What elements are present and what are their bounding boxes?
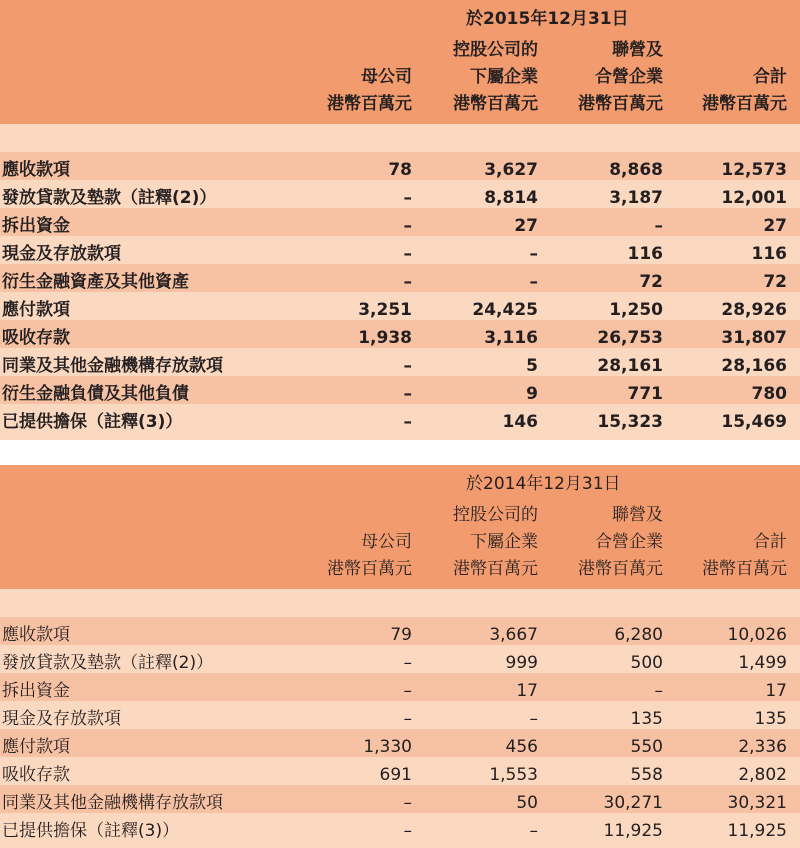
row-label: 應收款項 xyxy=(2,625,70,645)
row-label: 現金及存放款項 xyxy=(2,244,121,264)
table-row xyxy=(0,296,800,324)
value-total: 12,573 xyxy=(721,160,787,180)
row-label: 拆出資金 xyxy=(2,216,70,236)
col-header-total-unit: 港幣百萬元 xyxy=(702,559,787,579)
value-total: 30,321 xyxy=(727,793,787,813)
col-header-subsidiaries-2: 下屬企業 xyxy=(470,532,538,552)
row-label: 同業及其他金融機構存放款項 xyxy=(2,356,223,376)
col-header-associates: 聯營及 xyxy=(612,505,663,525)
table-row xyxy=(0,677,800,705)
table-row xyxy=(0,733,800,761)
value-parent: 1,330 xyxy=(363,737,412,757)
value-parent: – xyxy=(403,793,412,813)
value-parent: – xyxy=(403,653,412,673)
date-heading: 於2014年12月31日 xyxy=(466,474,621,494)
value-total: 116 xyxy=(751,244,787,264)
col-header-subsidiaries-2: 下屬企業 xyxy=(470,67,538,87)
value-associates: – xyxy=(654,681,663,701)
table-2014 xyxy=(0,465,800,848)
date-heading: 於2015年12月31日 xyxy=(466,9,629,29)
row-label: 發放貸款及墊款（註釋(2)） xyxy=(2,188,217,208)
value-parent: 3,251 xyxy=(358,300,412,320)
value-total: 780 xyxy=(751,384,787,404)
value-associates: 116 xyxy=(627,244,663,264)
col-header-subsidiaries: 控股公司的 xyxy=(453,505,538,525)
value-parent: – xyxy=(403,244,412,264)
row-label: 衍生金融資產及其他資產 xyxy=(2,272,189,292)
table-row xyxy=(0,324,800,352)
value-associates: 26,753 xyxy=(597,328,663,348)
col-header-parent-unit: 港幣百萬元 xyxy=(327,94,412,114)
value-associates: 558 xyxy=(630,765,663,785)
value-parent: – xyxy=(403,384,412,404)
row-label: 衍生金融負債及其他負債 xyxy=(2,384,189,404)
value-subsidiaries: 8,814 xyxy=(484,188,538,208)
value-parent: – xyxy=(403,821,412,841)
col-header-parent: 母公司 xyxy=(361,67,412,87)
value-subsidiaries: 17 xyxy=(516,681,538,701)
value-associates: – xyxy=(654,216,663,236)
table-row xyxy=(0,240,800,268)
value-total: 31,807 xyxy=(721,328,787,348)
col-header-associates-unit: 港幣百萬元 xyxy=(578,94,663,114)
value-associates: 8,868 xyxy=(609,160,663,180)
value-total: 135 xyxy=(754,709,787,729)
table-row xyxy=(0,268,800,296)
table-row xyxy=(0,212,800,240)
value-associates: 72 xyxy=(639,272,663,292)
value-parent: 78 xyxy=(388,160,412,180)
value-parent: – xyxy=(403,272,412,292)
value-total: 17 xyxy=(765,681,787,701)
col-header-total: 合計 xyxy=(753,67,787,87)
table-header xyxy=(0,465,800,589)
row-label: 現金及存放款項 xyxy=(2,709,121,729)
row-label: 已提供擔保（註釋(3)） xyxy=(2,412,183,432)
value-subsidiaries: – xyxy=(529,272,538,292)
value-total: 11,925 xyxy=(727,821,787,841)
row-label: 吸收存款 xyxy=(2,328,70,348)
value-parent: 691 xyxy=(379,765,412,785)
value-subsidiaries: 456 xyxy=(505,737,538,757)
col-header-associates-2: 合營企業 xyxy=(595,67,663,87)
table-row xyxy=(0,184,800,212)
value-subsidiaries: 146 xyxy=(502,412,538,432)
col-header-total-unit: 港幣百萬元 xyxy=(702,94,787,114)
value-parent: – xyxy=(403,709,412,729)
value-associates: 135 xyxy=(630,709,663,729)
col-header-subsidiaries-unit: 港幣百萬元 xyxy=(453,94,538,114)
col-header-subsidiaries-unit: 港幣百萬元 xyxy=(453,559,538,579)
value-subsidiaries: – xyxy=(529,244,538,264)
row-label: 吸收存款 xyxy=(2,765,70,785)
value-associates: 3,187 xyxy=(609,188,663,208)
value-total: 72 xyxy=(763,272,787,292)
value-subsidiaries: – xyxy=(529,821,538,841)
row-label: 應付款項 xyxy=(2,300,70,320)
row-label: 應付款項 xyxy=(2,737,70,757)
col-header-parent: 母公司 xyxy=(361,532,412,552)
value-subsidiaries: 27 xyxy=(514,216,538,236)
value-subsidiaries: 3,627 xyxy=(484,160,538,180)
value-parent: – xyxy=(403,412,412,432)
value-total: 28,926 xyxy=(721,300,787,320)
value-total: 15,469 xyxy=(721,412,787,432)
col-header-associates: 聯營及 xyxy=(612,40,663,60)
value-associates: 15,323 xyxy=(597,412,663,432)
value-parent: 1,938 xyxy=(358,328,412,348)
row-label: 發放貸款及墊款（註釋(2)） xyxy=(2,653,214,673)
table-row xyxy=(0,761,800,789)
value-associates: 11,925 xyxy=(603,821,663,841)
row-label: 同業及其他金融機構存放款項 xyxy=(2,793,223,813)
value-subsidiaries: 5 xyxy=(526,356,538,376)
value-subsidiaries: 1,553 xyxy=(489,765,538,785)
value-associates: 28,161 xyxy=(597,356,663,376)
value-associates: 550 xyxy=(630,737,663,757)
table-row xyxy=(0,380,800,408)
table-row xyxy=(0,789,800,817)
value-subsidiaries: 9 xyxy=(526,384,538,404)
value-total: 27 xyxy=(763,216,787,236)
value-associates: 6,280 xyxy=(614,625,663,645)
col-header-subsidiaries: 控股公司的 xyxy=(453,40,538,60)
table-row xyxy=(0,408,800,436)
row-label: 拆出資金 xyxy=(2,681,70,701)
table-row xyxy=(0,817,800,845)
value-subsidiaries: 3,667 xyxy=(489,625,538,645)
col-header-associates-2: 合營企業 xyxy=(595,532,663,552)
col-header-total: 合計 xyxy=(753,532,787,552)
value-parent: – xyxy=(403,681,412,701)
row-label: 應收款項 xyxy=(2,160,70,180)
value-subsidiaries: – xyxy=(529,709,538,729)
table-row xyxy=(0,649,800,677)
table-header xyxy=(0,0,800,124)
row-label: 已提供擔保（註釋(3)） xyxy=(2,821,180,841)
value-subsidiaries: 999 xyxy=(505,653,538,673)
value-associates: 30,271 xyxy=(603,793,663,813)
table-row xyxy=(0,705,800,733)
value-parent: 79 xyxy=(390,625,412,645)
value-associates: 1,250 xyxy=(609,300,663,320)
value-parent: – xyxy=(403,188,412,208)
value-total: 28,166 xyxy=(721,356,787,376)
value-parent: – xyxy=(403,356,412,376)
value-total: 12,001 xyxy=(721,188,787,208)
value-total: 1,499 xyxy=(738,653,787,673)
value-total: 2,336 xyxy=(738,737,787,757)
value-total: 2,802 xyxy=(738,765,787,785)
col-header-parent-unit: 港幣百萬元 xyxy=(327,559,412,579)
table-row xyxy=(0,156,800,184)
value-associates: 500 xyxy=(630,653,663,673)
table-row xyxy=(0,352,800,380)
value-parent: – xyxy=(403,216,412,236)
value-total: 10,026 xyxy=(727,625,787,645)
value-subsidiaries: 3,116 xyxy=(484,328,538,348)
value-associates: 771 xyxy=(627,384,663,404)
value-subsidiaries: 24,425 xyxy=(472,300,538,320)
col-header-associates-unit: 港幣百萬元 xyxy=(578,559,663,579)
table-row xyxy=(0,621,800,649)
value-subsidiaries: 50 xyxy=(516,793,538,813)
